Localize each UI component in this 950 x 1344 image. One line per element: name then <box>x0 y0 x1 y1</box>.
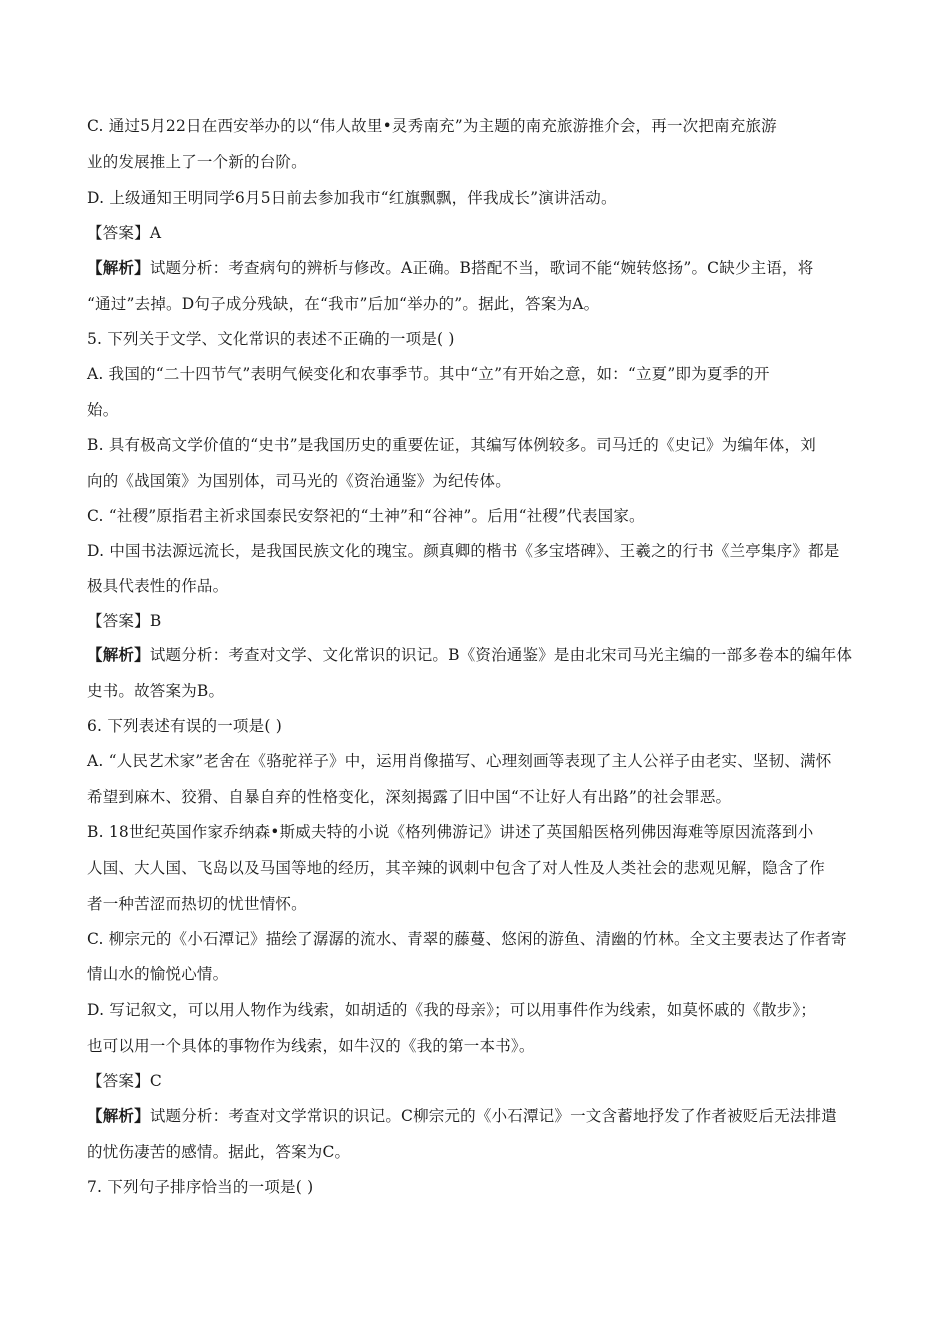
q5-option-a-line-2: 始。 <box>87 401 119 419</box>
answer-line: 【答案】B <box>87 612 162 630</box>
analysis-line: 史书。故答案为B。 <box>87 682 225 700</box>
q6-option-d-line-2: 也可以用一个具体的事物作为线索，如牛汉的《我的第一本书》。 <box>87 1037 535 1055</box>
option-c-line-1: C. 通过5月22日在西安举办的以“伟人故里•灵秀南充”为主题的南充旅游推介会，再一次把南充旅游 <box>87 117 777 135</box>
answer-tag: 【答案】 <box>87 1072 150 1090</box>
analysis-tag: 【解析】 <box>87 1106 150 1125</box>
analysis-line: 的忧伤凄苦的感情。据此，答案为C。 <box>87 1143 351 1161</box>
answer-tag: 【答案】 <box>87 612 150 630</box>
q6-option-a-line-1: A. “人民艺术家”老舍在《骆驼祥子》中，运用肖像描写、心理刻画等表现了主人公祥子由老实、坚韧、满怀 <box>87 752 832 770</box>
q6-option-a-line-2: 希望到麻木、狡猾、自暴自弃的性格变化，深刻揭露了旧中国“不让好人有出路”的社会罪恶。 <box>87 788 732 806</box>
question-7: 7. 下列句子排序恰当的一项是( ) <box>87 1178 314 1196</box>
analysis-tag: 【解析】 <box>87 258 150 277</box>
q5-option-b-line-2: 向的《战国策》为国别体，司马光的《资治通鉴》为纪传体。 <box>87 472 511 490</box>
answer-tag: 【答案】 <box>87 224 150 242</box>
q5-option-d-line-2: 极具代表性的作品。 <box>87 577 229 595</box>
question-6: 6. 下列表述有误的一项是( ) <box>87 717 282 735</box>
answer-line: 【答案】A <box>87 224 162 242</box>
analysis-tag: 【解析】 <box>87 645 150 664</box>
q6-option-c-line-2: 情山水的愉悦心情。 <box>87 965 229 983</box>
q5-option-b-line-1: B. 具有极高文学价值的“史书”是我国历史的重要佐证，其编写体例较多。司马迁的《史记》为编年体，刘 <box>87 436 816 454</box>
q6-option-b-line-1: B. 18世纪英国作家乔纳森•斯威夫特的小说《格列佛游记》讲述了英国船医格列佛因海难等原因流落到小 <box>87 823 814 841</box>
q6-option-b-line-3: 者一种苦涩而热切的忧世情怀。 <box>87 895 307 913</box>
q5-option-a-line-1: A. 我国的“二十四节气”表明气候变化和农事季节。其中“立”有开始之意，如：“立夏”即为夏季的开 <box>87 365 770 383</box>
q6-option-d-line-1: D. 写记叙文，可以用人物作为线索，如胡适的《我的母亲》；可以用事件作为线索，如莫怀戚的《散步》； <box>87 1001 817 1019</box>
analysis-line: 【解析】试题分析：考查病句的辨析与修改。A正确。B搭配不当，歌词不能“婉转悠扬”。C缺少主语，将 <box>87 258 814 277</box>
q6-option-b-line-2: 人国、大人国、飞岛以及马国等地的经历，其辛辣的讽刺中包含了对人性及人类社会的悲观见解，隐含了作 <box>87 859 825 877</box>
q5-option-c: C. “社稷”原指君主祈求国泰民安祭祀的“土神”和“谷神”。后用“社稷”代表国家。 <box>87 507 645 525</box>
analysis-line: 【解析】试题分析：考查对文学常识的识记。C柳宗元的《小石潭记》一文含蓄地抒发了作者被贬后无法排遣 <box>87 1106 837 1125</box>
option-d-line: D. 上级通知王明同学6月5日前去参加我市“红旗飘飘，伴我成长”演讲活动。 <box>87 189 617 207</box>
question-5: 5. 下列关于文学、文化常识的表述不正确的一项是( ) <box>87 330 455 348</box>
q6-option-c-line-1: C. 柳宗元的《小石潭记》描绘了潺潺的流水、青翠的藤蔓、悠闲的游鱼、清幽的竹林。全文主要表达了作者寄 <box>87 930 847 948</box>
analysis-line: “通过”去掉。D句子成分残缺，在“我市”后加“举办的”。据此，答案为A。 <box>87 295 600 313</box>
answer-line: 【答案】C <box>87 1072 162 1090</box>
option-c-line-2: 业的发展推上了一个新的台阶。 <box>87 153 307 171</box>
q5-option-d-line-1: D. 中国书法源远流长，是我国民族文化的瑰宝。颜真卿的楷书《多宝塔碑》、王羲之的行书《兰亭集序》都是 <box>87 542 840 560</box>
analysis-line: 【解析】试题分析：考查对文学、文化常识的识记。B《资治通鉴》是由北宋司马光主编的一部多卷本的编年体 <box>87 645 853 664</box>
